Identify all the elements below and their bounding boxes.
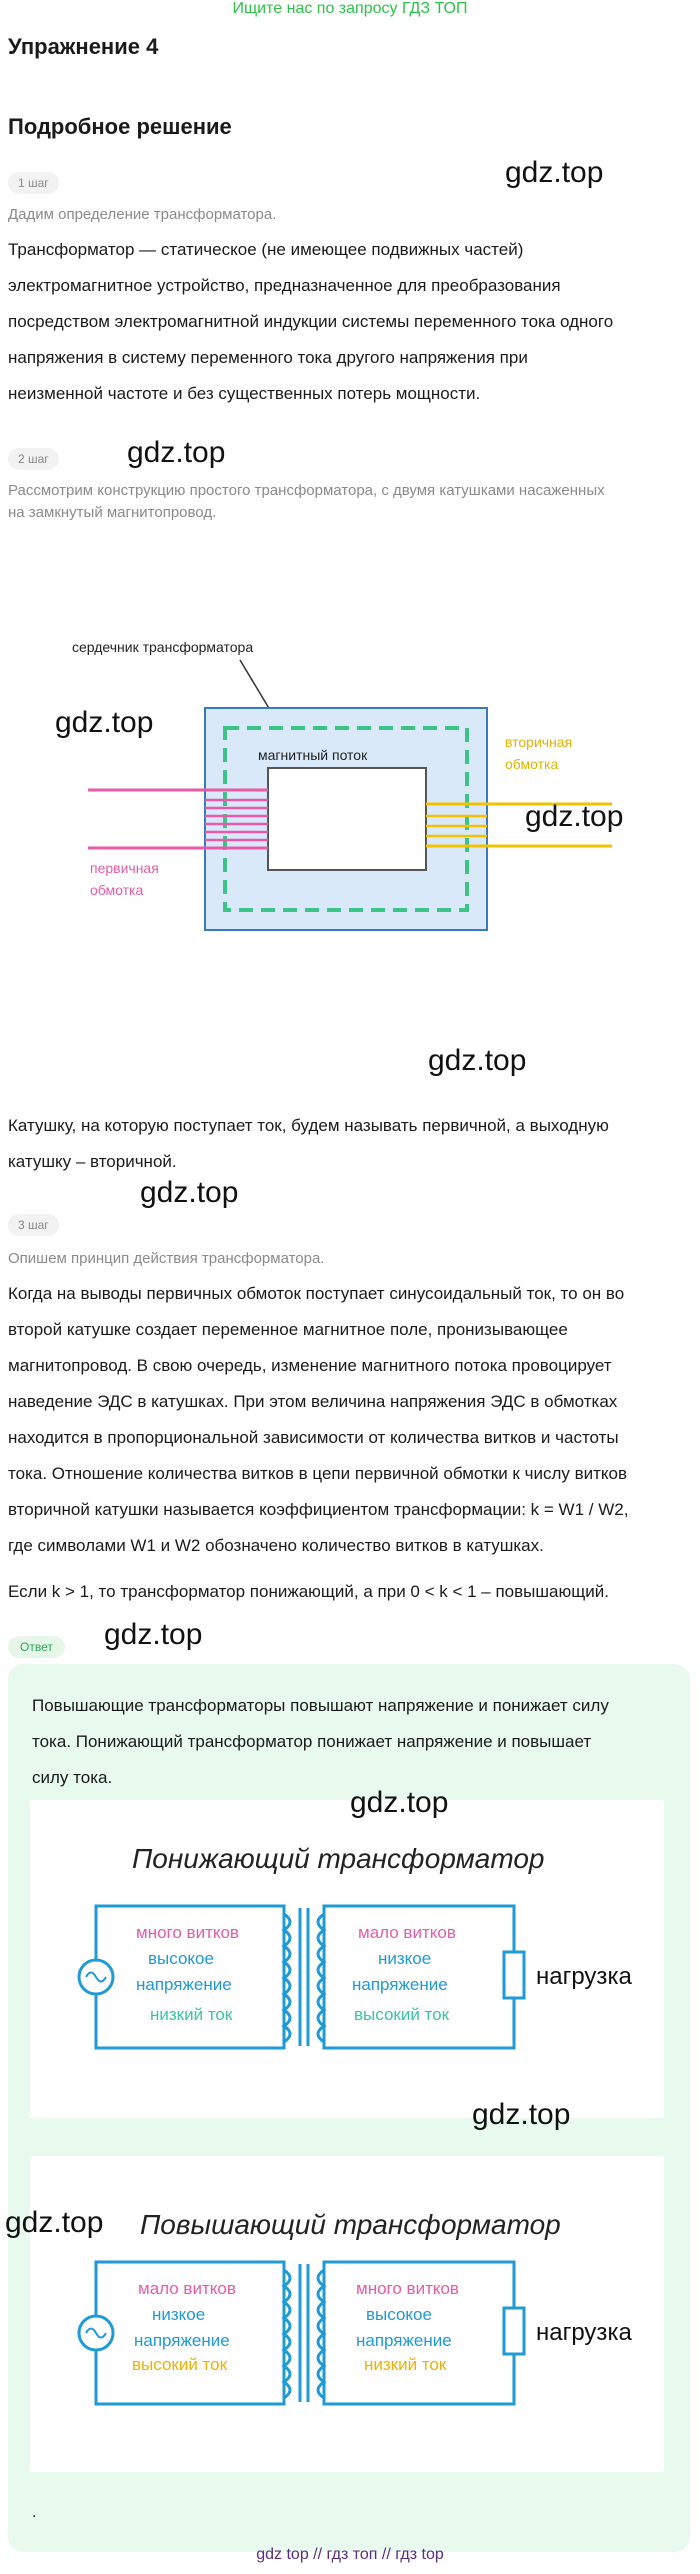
transformer-diagram (0, 620, 700, 950)
core-label: сердечник трансформатора (72, 639, 254, 655)
svg-text:много витков: много витков (356, 2279, 459, 2298)
section-title: Подробное решение (8, 114, 232, 139)
watermark: gdz.top (5, 2206, 104, 2239)
svg-text:низкое: низкое (152, 2305, 206, 2324)
step-badge-3: 3 шаг (8, 1214, 59, 1236)
text-line: где символами W1 и W2 обозначено количество витков в катушках. (8, 1536, 544, 1555)
text-line: неизменной частоте и без существенных потерь мощности. (8, 384, 481, 403)
text-line: электромагнитное устройство, предназначенное для преобразования (8, 276, 561, 295)
text-line: на замкнутый магнитопровод. (8, 504, 217, 521)
trailing-dot: . (32, 2504, 37, 2521)
svg-text:напряжение: напряжение (352, 1975, 448, 1994)
secondary-label: обмотка (505, 756, 559, 772)
watermark: gdz.top (127, 436, 226, 469)
svg-text:напряжение: напряжение (356, 2331, 452, 2350)
text-line: магнитопровод. В свою очередь, изменение магнитного потока провоцирует (8, 1356, 612, 1375)
step1-intro: Дадим определение трансформатора. (8, 206, 277, 223)
flux-label: магнитный поток (258, 747, 368, 763)
search-hint-link[interactable]: Ищите нас по запросу ГДЗ ТОП (232, 0, 468, 17)
load-icon (504, 2308, 524, 2354)
text-line: Когда на выводы первичных обмоток поступает синусоидальный ток, то он во (8, 1284, 625, 1303)
core-window (268, 768, 426, 870)
text-line: второй катушке создает переменное магнитное поле, пронизывающее (8, 1320, 568, 1339)
step-up-diagram (30, 2176, 664, 2476)
watermark: gdz.top (140, 1176, 239, 1209)
text-line: Повышающие трансформаторы повышают напряжение и понижает силу (32, 1696, 609, 1715)
text-line: катушку – вторичной. (8, 1152, 177, 1171)
watermark: gdz.top (505, 156, 604, 189)
svg-text:высокое: высокое (366, 2305, 432, 2324)
text-line: Трансформатор — статическое (не имеющее подвижных частей) (8, 240, 524, 259)
step-down-diagram (30, 1810, 664, 2110)
step-badge-1: 1 шаг (8, 172, 59, 194)
text-line: находится в пропорциональной зависимости от количества витков и частоты (8, 1428, 619, 1447)
text-line: тока. Отношение количества витков в цепи первичной обмотки к числу витков (8, 1464, 628, 1483)
footer-link[interactable]: гдз топ (326, 2546, 378, 2563)
answer-badge: Ответ (8, 1636, 65, 1658)
step3-intro: Опишем принцип действия трансформатора. (8, 1250, 325, 1267)
step2-text (8, 1108, 698, 1180)
watermark: gdz.top (55, 706, 154, 739)
step3-conclusion: Если k > 1, то трансформатор понижающий, а при 0 < k < 1 – повышающий. (8, 1582, 609, 1601)
primary-label: первичная (90, 860, 159, 876)
footer-link[interactable]: gdz top (256, 2546, 309, 2563)
text-line: посредством электромагнитной индукции системы переменного тока одного (8, 312, 614, 331)
watermark: gdz.top (350, 1786, 449, 1819)
step-badge-2: 2 шаг (8, 448, 59, 470)
step-down-title: Понижающий трансформатор (132, 1843, 545, 1874)
step3-text (8, 1276, 698, 1564)
load-label: нагрузка (536, 1963, 632, 1990)
footer-link[interactable]: гдз top (395, 2546, 444, 2563)
svg-text:высокое: высокое (148, 1949, 214, 1968)
secondary-label: вторичная (505, 734, 573, 750)
separator: // (313, 2546, 323, 2563)
watermark: gdz.top (525, 800, 624, 833)
watermark: gdz.top (472, 2098, 571, 2131)
step1-text (8, 232, 698, 412)
primary-label: обмотка (90, 882, 144, 898)
answer-text (32, 1688, 682, 1796)
svg-text:низкий ток: низкий ток (150, 2005, 233, 2024)
svg-text:низкое: низкое (378, 1949, 432, 1968)
text-line: напряжения в систему переменного тока другого напряжения при (8, 348, 528, 367)
separator: // (381, 2546, 391, 2563)
svg-text:низкий ток: низкий ток (364, 2355, 447, 2374)
watermark: gdz.top (428, 1044, 527, 1077)
text-line: силу тока. (32, 1768, 113, 1787)
watermark: gdz.top (104, 1618, 203, 1651)
text-line: Рассмотрим конструкцию простого трансформатора, с двумя катушками насаженных (8, 482, 605, 499)
svg-text:высокий ток: высокий ток (354, 2005, 450, 2024)
step2-intro (8, 480, 605, 524)
svg-text:мало витков: мало витков (138, 2279, 236, 2298)
svg-text:высокий ток: высокий ток (132, 2355, 228, 2374)
text-line: тока. Понижающий трансформатор понижает напряжение и повышает (32, 1732, 592, 1751)
svg-text:напряжение: напряжение (134, 2331, 230, 2350)
page-title: Упражнение 4 (8, 34, 159, 59)
load-icon (504, 1952, 524, 1998)
text-line: Катушку, на которую поступает ток, будем называть первичной, а выходную (8, 1116, 609, 1135)
footer-links (0, 2546, 700, 2564)
step-up-title: Повышающий трансформатор (140, 2209, 561, 2240)
svg-text:много витков: много витков (136, 1923, 239, 1942)
svg-text:мало витков: мало витков (358, 1923, 456, 1942)
text-line: наведение ЭДС в катушках. При этом величина напряжения ЭДС в обмотках (8, 1392, 618, 1411)
svg-text:напряжение: напряжение (136, 1975, 232, 1994)
text-line: вторичной катушки называется коэффициентом трансформации: k = W1 / W2, (8, 1500, 629, 1519)
load-label: нагрузка (536, 2319, 632, 2346)
